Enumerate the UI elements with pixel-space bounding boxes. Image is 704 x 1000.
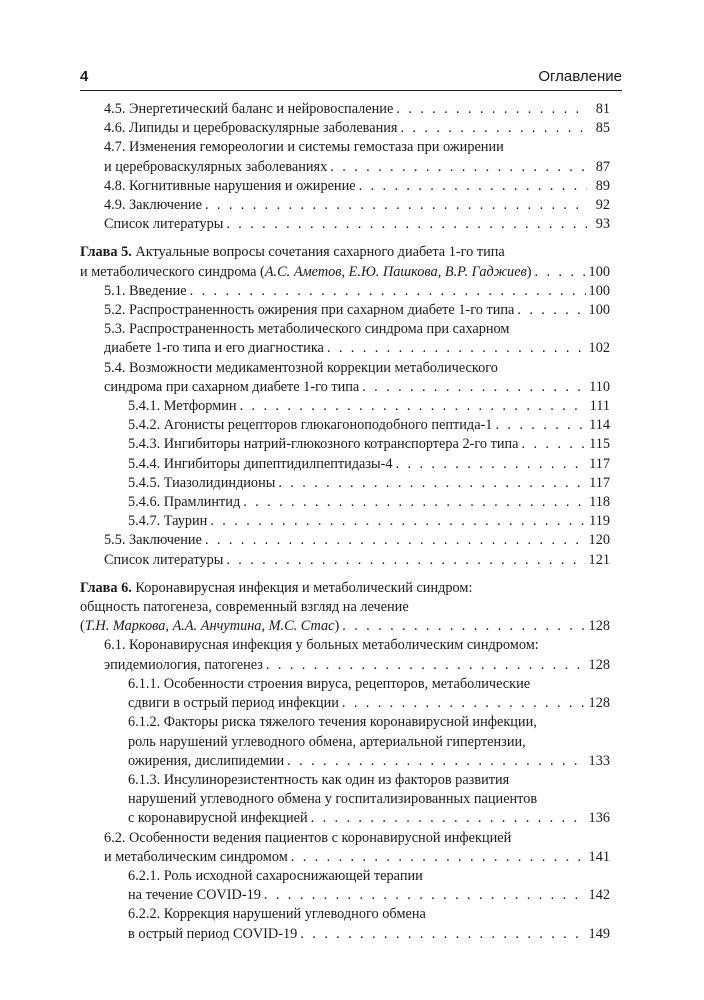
toc-entry <box>80 512 610 531</box>
toc-entry <box>80 771 610 829</box>
page-number: 4 <box>80 68 89 85</box>
toc-page-number: 121 <box>588 551 610 568</box>
dot-leader <box>240 397 587 416</box>
toc-page-number: 128 <box>588 656 610 673</box>
dot-leader <box>400 119 587 138</box>
toc-page-number: 81 <box>595 101 610 117</box>
dot-leader <box>535 263 586 282</box>
toc-entry-title: 5.4.5. Тиазолидиндионы <box>128 474 276 491</box>
toc-page-number: 133 <box>588 752 610 769</box>
toc-entry <box>80 713 610 771</box>
dot-leader <box>210 512 586 531</box>
toc-entry <box>80 905 610 943</box>
chapter-title: Актуальные вопросы сочетания сахарного диабета 1-го типа <box>131 244 505 261</box>
dot-leader <box>291 848 586 867</box>
dot-leader <box>300 925 585 944</box>
toc-entry-title: Список литературы <box>104 551 224 568</box>
toc-entry-title-cont: на течение COVID-19 <box>128 887 261 904</box>
toc-entry <box>80 138 610 176</box>
toc-entry <box>80 675 610 713</box>
chapter-authors: А.С. Аметов, Е.Ю. Пашкова, В.Р. Гаджиев <box>264 263 527 280</box>
chapter-title-open: ( <box>80 618 85 635</box>
dot-leader <box>517 301 585 320</box>
toc-page-number: 128 <box>588 618 610 635</box>
toc-entry-title: 5.4.1. Метформин <box>128 398 237 415</box>
toc-entry-title-cont: в острый период COVID-19 <box>128 925 298 942</box>
dot-leader <box>205 531 586 550</box>
toc-entry-title-cont: эпидемиология, патогенез <box>104 656 263 673</box>
toc-entry <box>80 119 610 138</box>
dot-leader <box>327 339 586 358</box>
toc-page-number: 100 <box>588 302 610 319</box>
toc-page-number: 114 <box>589 417 610 434</box>
toc-page-number: 111 <box>589 398 610 415</box>
toc-entry <box>80 551 610 570</box>
dot-leader <box>342 617 585 636</box>
toc-entry <box>80 867 610 905</box>
toc-page-number: 149 <box>588 925 610 942</box>
toc-page-number: 110 <box>589 378 610 395</box>
toc-entry-title: 4.7. Изменения гемореологии и системы гемостаза при ожирении <box>104 139 504 156</box>
toc-entry-title: 4.5. Энергетический баланс и нейровоспаление <box>104 101 394 117</box>
dot-leader <box>243 493 586 512</box>
toc-entry-title: 4.8. Когнитивные нарушения и ожирение <box>104 177 356 194</box>
toc-entry-title: 6.2.2. Коррекция нарушений углеводного обмена <box>128 906 426 923</box>
toc-page-number: 115 <box>589 436 610 453</box>
toc-entry <box>80 301 610 320</box>
toc-page-number: 128 <box>588 695 610 712</box>
toc-entry-title: 4.9. Заключение <box>104 197 202 214</box>
dot-leader <box>264 886 586 905</box>
running-title: Оглавление <box>538 68 622 85</box>
dot-leader <box>311 809 586 828</box>
toc-entry-title-cont: нарушений углеводного обмена у госпитализированных пациентов <box>128 791 538 808</box>
toc-page-number: 119 <box>589 513 610 530</box>
toc-entry <box>80 196 610 215</box>
dot-leader <box>396 100 587 119</box>
toc-page-number: 141 <box>588 848 610 865</box>
toc-page-number: 136 <box>588 810 610 827</box>
toc-entry-title: 5.4.7. Таурин <box>128 513 208 530</box>
toc-page-number: 92 <box>595 197 610 214</box>
dot-leader <box>287 752 585 771</box>
toc-entry <box>80 493 610 512</box>
dot-leader <box>396 455 587 474</box>
header-rule <box>80 90 622 91</box>
toc-entry-title-cont: диабете 1-го типа и его диагностика <box>104 340 324 357</box>
toc-entry-title-cont: сдвиги в острый период инфекции <box>128 695 339 712</box>
table-of-contents <box>80 100 610 944</box>
toc-entry <box>80 397 610 416</box>
toc-entry-title-cont: и метаболическим синдромом <box>104 848 288 865</box>
toc-entry-title: 6.1.2. Факторы риска тяжелого течения коронавирусной инфекции, <box>128 714 537 731</box>
toc-entry-title-cont: синдрома при сахарном диабете 1-го типа <box>104 378 360 395</box>
toc-entry-title-cont: ожирения, дислипидемии <box>128 752 285 769</box>
dot-leader <box>266 656 586 675</box>
toc-page-number: 85 <box>595 120 610 137</box>
toc-entry <box>80 359 610 397</box>
toc-entry-title: 5.4.4. Ингибиторы дипептидилпептидазы-4 <box>128 455 393 472</box>
toc-page-number: 100 <box>588 263 610 280</box>
toc-entry-title: 5.4. Возможности медикаментозной коррекции метаболического <box>104 359 498 376</box>
toc-page-number: 93 <box>595 216 610 233</box>
dot-leader <box>359 177 587 196</box>
toc-page-number: 102 <box>588 340 610 357</box>
toc-entry <box>80 531 610 550</box>
toc-page-number: 117 <box>589 474 610 491</box>
toc-page-number: 89 <box>595 177 610 194</box>
chapter-title-cont: общность патогенеза, современный взгляд на лечение <box>80 599 409 616</box>
toc-entry-title: 6.1.1. Особенности строения вируса, рецепторов, метаболические <box>128 675 531 692</box>
toc-entry-title: 6.2. Особенности ведения пациентов с коронавирусной инфекцией <box>104 829 512 846</box>
toc-entry-title: 6.1.3. Инсулинорезистентность как один из факторов развития <box>128 771 510 788</box>
toc-entry-title: 5.4.6. Прамлинтид <box>128 494 241 511</box>
chapter-label: Глава 5. <box>80 244 132 261</box>
chapter-5-entry <box>80 243 610 281</box>
toc-entry-title: 5.3. Распространенность метаболического синдрома при сахарном <box>104 321 510 338</box>
toc-entry <box>80 636 610 674</box>
toc-page-number: 118 <box>589 494 610 511</box>
chapter-title-cont: и метаболического синдрома ( <box>80 263 265 280</box>
toc-entry <box>80 282 610 301</box>
page-header <box>80 60 622 90</box>
toc-entry <box>80 829 610 867</box>
dot-leader <box>226 215 587 234</box>
toc-entry-title: 4.6. Липиды и цереброваскулярные заболевания <box>104 120 398 137</box>
toc-entry <box>80 435 610 454</box>
dot-leader <box>330 158 587 177</box>
dot-leader <box>278 474 586 493</box>
toc-entry <box>80 320 610 358</box>
chapter-title-close: ) <box>526 263 532 280</box>
toc-entry-title: 5.4.2. Агонисты рецепторов глюкагоноподобного пептида-1 <box>128 417 493 434</box>
toc-entry <box>80 474 610 493</box>
toc-entry <box>80 215 610 234</box>
toc-entry <box>80 455 610 474</box>
toc-page-number: 117 <box>589 455 610 472</box>
toc-entry-title: Список литературы <box>104 216 224 233</box>
toc-page-number: 100 <box>588 282 610 299</box>
dot-leader <box>190 282 586 301</box>
toc-entry-title: 6.2.1. Роль исходной сахароснижающей терапии <box>128 867 423 884</box>
chapter-title: Коронавирусная инфекция и метаболический синдром: <box>131 579 473 596</box>
toc-entry-title-cont: и цереброваскулярных заболеваниях <box>104 158 328 175</box>
dot-leader <box>362 378 586 397</box>
toc-entry-title: 5.1. Введение <box>104 282 187 299</box>
chapter-authors: Т.Н. Маркова, А.А. Анчутина, М.С. Стас <box>84 618 335 635</box>
toc-entry <box>80 416 610 435</box>
toc-page-number: 87 <box>595 158 610 175</box>
dot-leader <box>205 196 587 215</box>
dot-leader <box>495 416 586 435</box>
chapter-label: Глава 6. <box>80 579 132 596</box>
dot-leader <box>342 694 586 713</box>
chapter-6-entry <box>80 579 610 637</box>
toc-entry-title: 5.2. Распространенность ожирения при сахарном диабете 1-го типа <box>104 302 515 319</box>
toc-page-number: 142 <box>588 887 610 904</box>
toc-entry-title: 5.4.3. Ингибиторы натрий-глюкозного котранспортера 2-го типа <box>128 436 519 453</box>
dot-leader <box>522 435 587 454</box>
toc-page-number: 120 <box>588 532 610 549</box>
toc-entry-title-cont: роль нарушений углеводного обмена, артериальной гипертензии, <box>128 733 526 750</box>
chapter-title-close: ) <box>334 618 340 635</box>
toc-entry-title-cont: с коронавирусной инфекцией <box>128 810 308 827</box>
toc-entry <box>80 100 610 119</box>
toc-entry-title: 6.1. Коронавирусная инфекция у больных метаболическим синдромом: <box>104 637 539 654</box>
toc-entry-title: 5.5. Заключение <box>104 532 202 549</box>
dot-leader <box>226 551 585 570</box>
toc-entry <box>80 177 610 196</box>
